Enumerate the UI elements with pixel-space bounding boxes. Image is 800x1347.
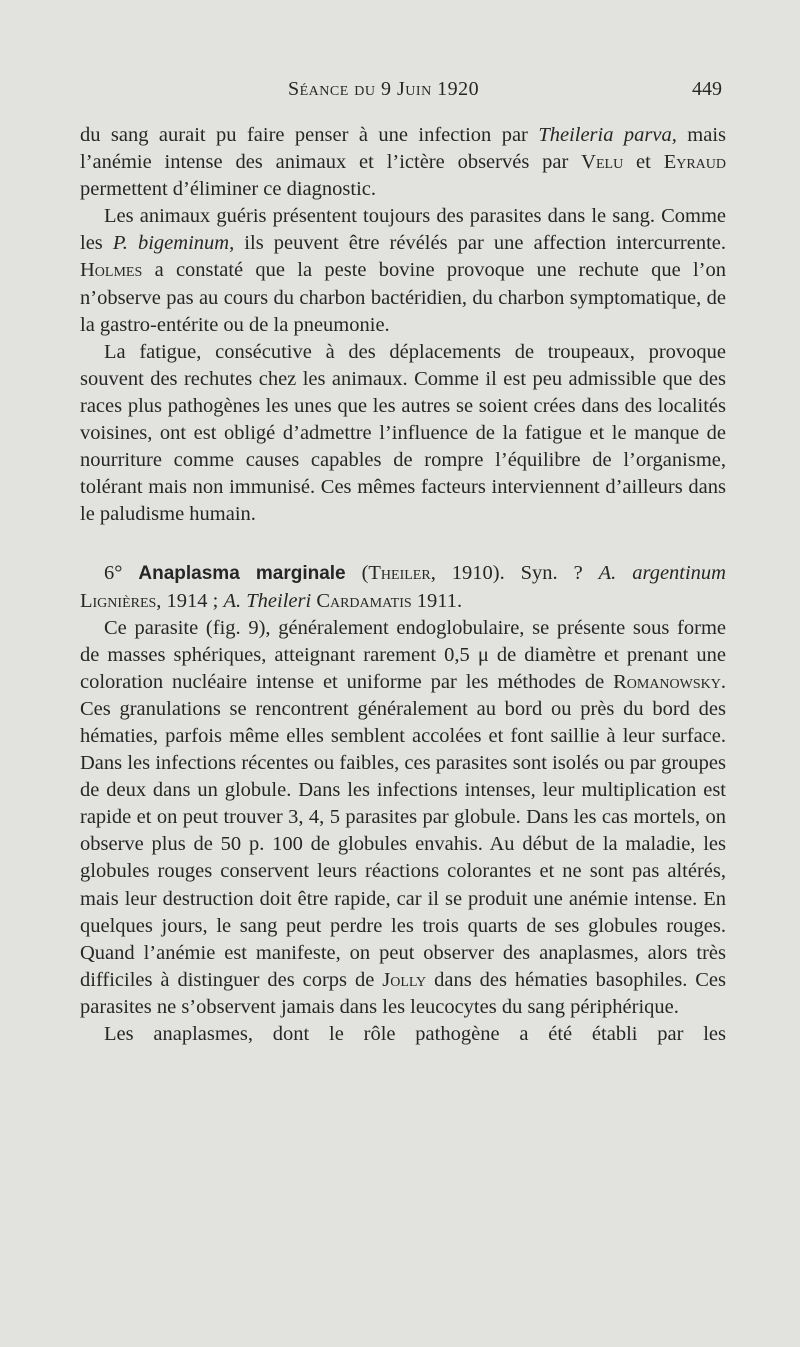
page-number: 449 xyxy=(692,78,722,100)
paragraph-2: Les animaux guéris présentent toujours des parasites dans le sang. Comme les P. bigeminum, ils peuvent être révélés par une affection intercurrente. Holmes a constaté que la peste bovine provoque une rechute que l’on n’observe pas au cours du charbon bactéridien, du charbon symptomatique, de la gastro-entérite ou de la pneumonie. xyxy=(80,205,727,336)
paragraph-5: Les anaplasmes, dont le rôle pathogène a été établi par les xyxy=(104,1023,726,1045)
paragraph-1: du sang aurait pu faire penser à une infection par Theileria parva, mais l’anémie intense des animaux et l’ictère observés par Velu et Eyraud permettent d’éliminer ce diagnostic. xyxy=(80,124,727,201)
running-head-title: Séance du 9 Juin 1920 xyxy=(288,78,480,100)
paragraph-4: Ce parasite (fig. 9), généralement endoglobulaire, se présente sous forme de masses sphériques, atteignant rarement 0,5 μ de diamètre et prenant une coloration nucléaire intense et uniforme par les méthodes de Romanowsky. Ces granulations se rencontrent généralement au bord ou près du bord des hématies, parfois même elles semblent accolées et font saillie à leur surface. Dans les infections récentes ou faibles, ces parasites sont isolés ou par groupes de deux dans un globule. Dans les infections intenses, leur multiplication est rapide et on peut trouver 3, 4, 5 parasites par globule. Dans les cas mortels, on observe plus de 50 p. 100 de globules envahis. Au début de la maladie, les globules rouges conservent leurs réactions colorantes et ne sont pas altérés, mais leur destruction doit être rapide, car il se produit une anémie intense. En quelques jours, le sang peut perdre les trois quarts de ses globules rouges. Quand l’anémie est manifeste, on peut observer des anaplasmes, alors très difficiles à distinguer des corps de Jolly dans des hématies basophiles. Ces parasites ne s’observent jamais dans les leucocytes du sang périphérique. xyxy=(80,616,727,1018)
page-body xyxy=(80,122,726,1048)
paragraph-3: La fatigue, consécutive à des déplacements de troupeaux, provoque souvent des rechutes chez les animaux. Comme il est peu admissible que des races plus pathogènes les unes que les autres se soient crées dans des localités voisines, ont est obligé d’admettre l’influence de la fatigue et le manque de nourriture comme causes capables de rompre l’équilibre de l’organisme, tolérant mais non immunisé. Ces mêmes facteurs interviennent d’ailleurs dans le paludisme humain. xyxy=(80,340,726,526)
species-name: Anaplasma marginale xyxy=(138,563,346,585)
section-gap xyxy=(80,528,726,560)
running-head xyxy=(0,78,800,102)
section-heading-anaplasma: 6° Anaplasma marginale (Theiler, 1910). Syn. ? A. argentinum Lignières, 1914 ; A. Theileri Cardamatis 1911. xyxy=(80,562,726,612)
